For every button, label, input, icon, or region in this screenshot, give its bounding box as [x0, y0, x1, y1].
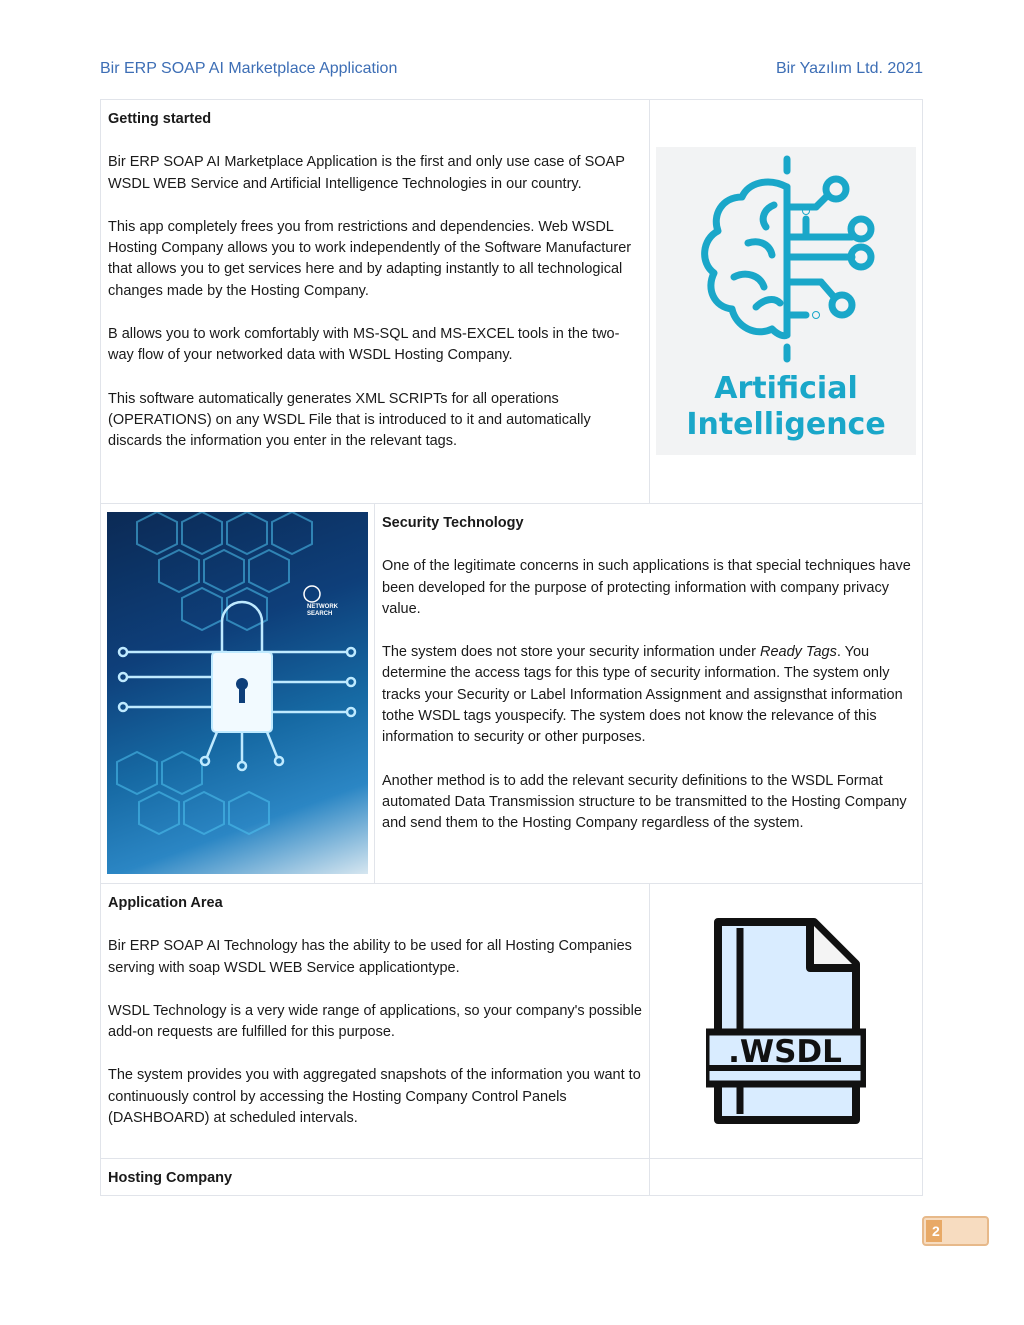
ai-image-text-line-1: Artificial — [714, 371, 858, 406]
application-area-paragraph-3: The system provides you with aggregated snapshots of the information you want to continuously control by accessing the Hosting Company Control Panels (DASHBOARD) at scheduled intervals. — [108, 1067, 641, 1127]
ai-image-cell — [649, 100, 922, 503]
security-text-cell — [374, 504, 922, 883]
getting-started-cell — [101, 100, 649, 503]
page-number-badge — [922, 1216, 989, 1246]
security-paragraph-2-part-2: . You determine the access tags for this type of security information. The system only tracks your Security or Label Information Assignment and assignsthat information tothe WSDL tags youspecify. The system does not know the relevance of this information to security or other purposes. — [382, 644, 903, 746]
wsdl-image-text: .WSDL — [728, 1034, 842, 1070]
security-paragraph-1: One of the legitimate concerns in such applications is that special techniques have been developed for the purpose of protecting information with company privacy value. — [382, 558, 911, 617]
application-area-cell — [101, 884, 649, 1158]
wsdl-image-cell — [649, 884, 922, 1158]
document-title: Bir ERP SOAP AI Marketplace Application — [100, 60, 398, 77]
getting-started-row — [101, 100, 922, 504]
hosting-company-heading: Hosting Company — [108, 1170, 233, 1186]
content-table — [100, 99, 923, 1196]
security-heading: Security Technology — [382, 515, 524, 531]
wsdl-file-icon — [706, 916, 866, 1126]
application-area-row — [101, 884, 922, 1159]
application-area-heading: Application Area — [108, 895, 223, 911]
wsdl-file-image — [706, 916, 866, 1126]
getting-started-paragraph-1: Bir ERP SOAP AI Marketplace Application is the first and only use case of SOAP WSDL WEB Service and Artificial Intelligence Technologies in our country. — [108, 154, 625, 192]
getting-started-paragraph-3: B allows you to work comfortably with MS-SQL and MS-EXCEL tools in the two-way flow of your networked data with WSDL Hosting Company. — [108, 326, 620, 364]
security-row — [101, 504, 922, 884]
security-paragraph-2-part-1: The system does not store your security information under — [382, 644, 760, 661]
ai-image-text-line-2: Intelligence — [686, 407, 886, 442]
hosting-company-cell — [101, 1159, 649, 1195]
company-year: Bir Yazılım Ltd. 2021 — [775, 60, 923, 77]
security-image-cell — [101, 504, 374, 883]
page-number: 2 — [932, 1223, 940, 1239]
network-search-label: NETWORK SEARCH — [307, 604, 338, 617]
application-area-paragraph-1: Bir ERP SOAP AI Technology has the ability to be used for all Hosting Companies serving with soap WSDL WEB Service applicationtype. — [108, 938, 632, 976]
getting-started-paragraph-4: This software automatically generates XML SCRIPTs for all operations (OPERATIONS) on any WSDL File that is introduced to it and automatically discards the information you enter in the relevant tags. — [108, 390, 591, 450]
hosting-company-empty-cell — [649, 1159, 922, 1195]
getting-started-paragraph-2: This app completely frees you from restrictions and dependencies. Web WSDL Hosting Company allows you to work independently of the Software Manufacturer that allows you to get services here and by adapting instantly to all technological changes made by the Hosting Company. — [108, 218, 632, 299]
hosting-company-row — [101, 1159, 922, 1195]
artificial-intelligence-image — [656, 147, 916, 455]
security-lock-image — [107, 512, 368, 874]
padlock-circuit-icon — [107, 512, 368, 874]
page-header — [100, 58, 923, 80]
application-area-paragraph-2: WSDL Technology is a very wide range of applications, so your company's possible add-on requests are fulfilled for this purpose. — [108, 1002, 642, 1041]
ready-tags-emphasis: Ready Tags — [759, 644, 837, 661]
getting-started-heading: Getting started — [108, 111, 212, 127]
security-paragraph-2 — [382, 642, 915, 748]
security-paragraph-3: Another method is to add the relevant security definitions to the WSDL Format automated Data Transmission structure to be transmitted to the Hosting Company and send them to the Hosting Company regardless of the system. — [382, 772, 907, 832]
